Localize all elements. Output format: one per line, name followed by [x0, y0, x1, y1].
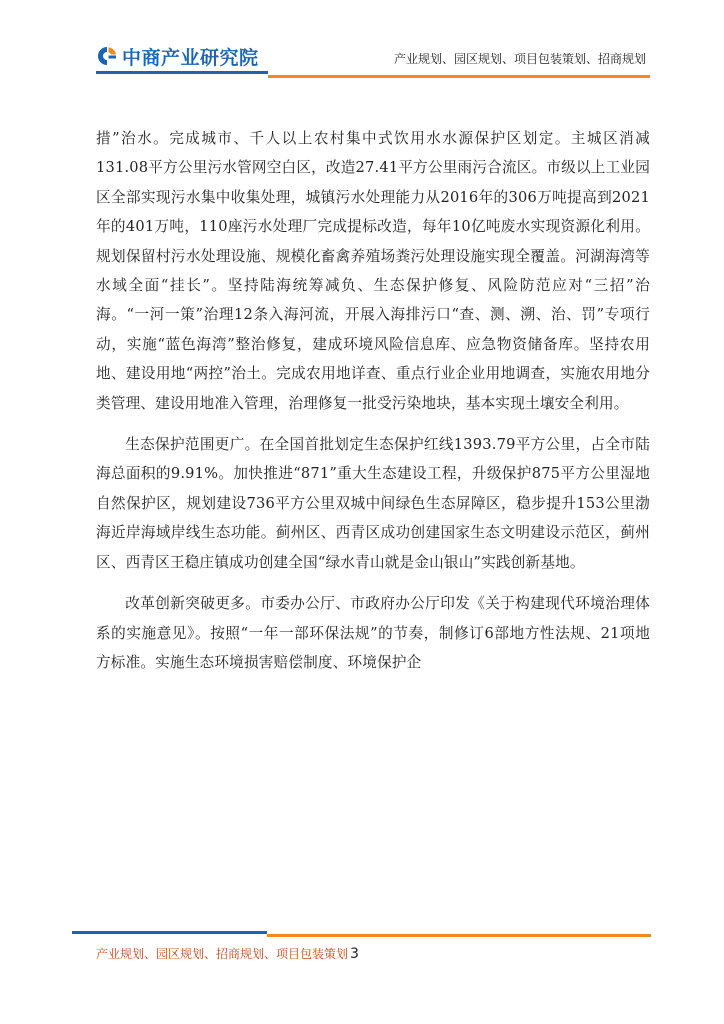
body-content [96, 124, 650, 689]
footer-tagline: 产业规划、园区规划、招商规划、项目包装策划 [96, 947, 349, 961]
footer-divider-orange [267, 934, 651, 937]
paragraph-3: 改革创新突破更多。市委办公厅、市政府办公厅印发《关于构建现代环境治理体系的实施意见》。按照“一年一部环保法规”的节奏，制修订6部地方性法规、21项地方标准。实施生态环境损害赔偿制度、环境保护企 [96, 595, 650, 671]
page-header [0, 0, 724, 84]
page-footer [96, 945, 359, 962]
cp-logo-icon [96, 45, 118, 67]
logo-text: 中商产业研究院 [122, 46, 259, 69]
header-divider-blue [96, 71, 268, 74]
header-tagline: 产业规划、园区规划、项目包装策划、招商规划 [393, 52, 646, 66]
page-number: 3 [350, 946, 359, 962]
header-divider-orange [268, 75, 650, 78]
logo [96, 44, 259, 68]
paragraph-2: 生态保护范围更广。在全国首批划定生态保护红线1393.79平方公里，占全市陆海总面积的9.91%。加快推进“871”重大生态建设工程，升级保护875平方公里湿地自然保护区，规划建设736平方公里双城中间绿色生态屏障区，稳步提升153公里渤海近岸海域岸线生态功能。蓟州区、西青区成功创建国家生态文明建设示范区，蓟州区、西青区王稳庄镇成功创建全国“绿水青山就是金山银山”实践创新基地。 [96, 436, 650, 571]
paragraph-1: 措”治水。完成城市、千人以上农村集中式饮用水水源保护区划定。主城区消减131.08平方公里污水管网空白区，改造27.41平方公里雨污合流区。市级以上工业园区全部实现污水集中收集处理，城镇污水处理能力从2016年的306万吨提高到2021年的401万吨，110座污水处理厂完成提标改造，每年10亿吨废水实现资源化利用。规划保留村污水处理设施、规模化畜禽养殖场粪污处理设施实现全覆盖。河湖海湾等水域全面“挂长”。坚持陆海统筹减负、生态保护修复、风险防范应对“三招”治海。“一河一策”治理12条入海河流，开展入海排污口“查、测、溯、治、罚”专项行动，实施“蓝色海湾”整治修复，建成环境风险信息库、应急物资储备库。坚持农用地、建设用地“两控”治土。完成农用地详查、重点行业企业用地调查，实施农用地分类管理、建设用地准入管理，治理修复一批受污染地块，基本实现土壤安全利用。 [96, 130, 650, 412]
footer-divider-blue [72, 931, 267, 934]
